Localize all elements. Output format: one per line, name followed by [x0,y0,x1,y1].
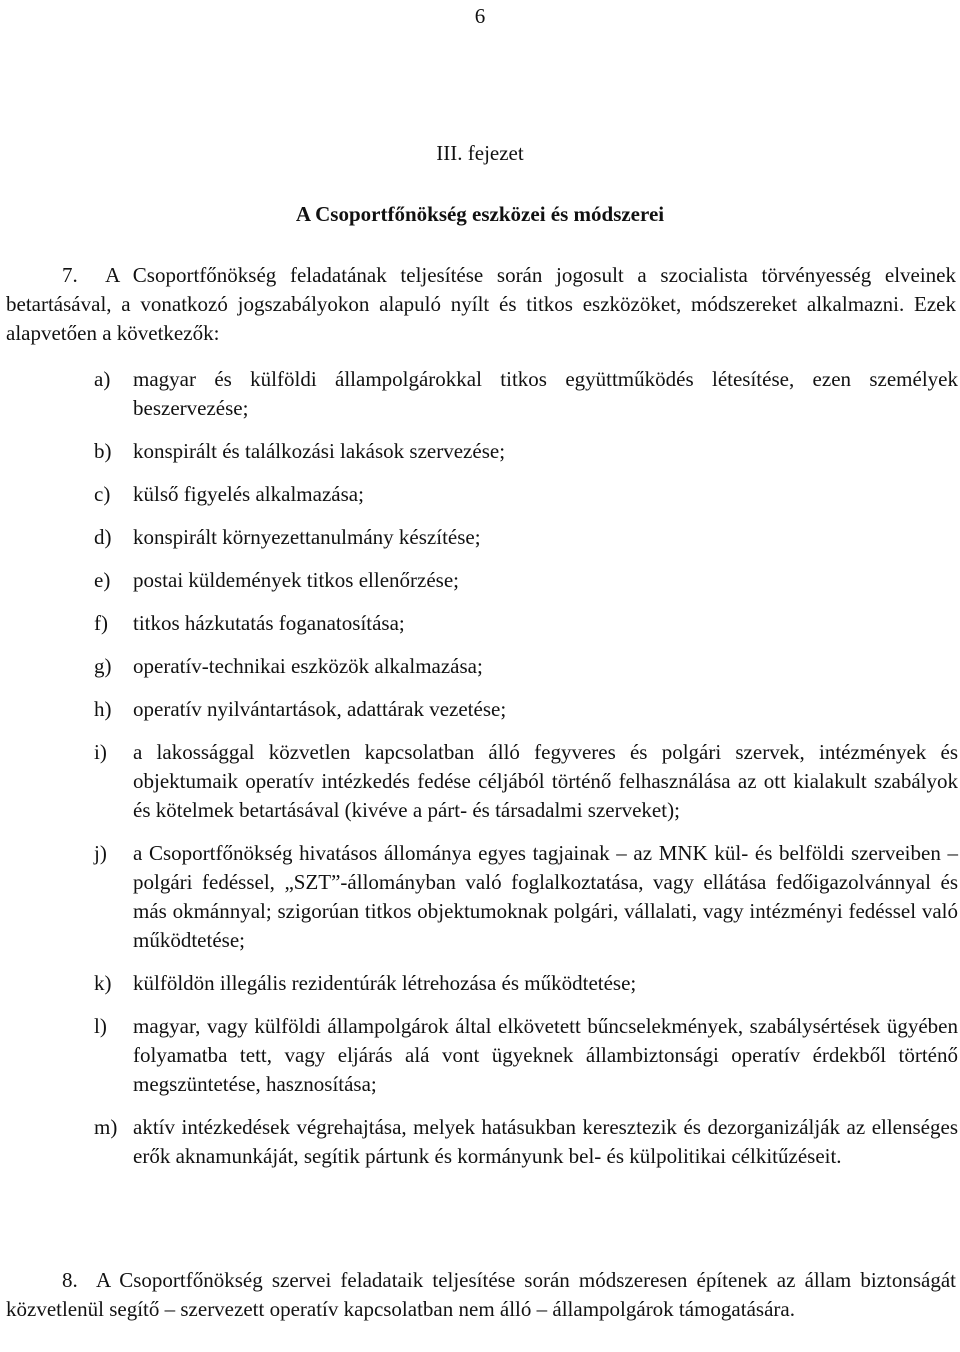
list-item-text: a Csoportfőnökség hivatásos állománya egyes tagjainak – az MNK kül- és belföldi szerveiben – polgári fedéssel, „SZT”-állományban való foglalkoztatása, vagy ellátása fedőigazolvánnyal és más okmánnyal; szigorúan titkos objektumoknak polgári, vállalati, vagy intézményi fedéssel való működtetése; [133,841,958,952]
list-item-l [94,1012,958,1099]
list-item-label: k) [94,971,112,995]
list-item-text: a lakossággal közvetlen kapcsolatban álló fegyveres és polgári szervek, intézmények és objektumaik operatív intézkedés fedése céljából történő felhasználása az ott kialakult szabályok és kötelmek betartásával (kivéve a párt- és társadalmi szerveket); [133,740,958,822]
page-number: 6 [474,4,486,28]
list-item-text: külföldön illegális rezidentúrák létrehozása és működtetése; [133,971,637,995]
chapter-heading: III. fejezet [436,141,524,165]
list-item-text: konspirált környezettanulmány készítése; [133,525,481,549]
list-item-text: konspirált és találkozási lakások szervezése; [133,439,506,463]
list-item-text: postai küldemények titkos ellenőrzése; [133,568,459,592]
list-item-text: titkos házkutatás foganatosítása; [133,611,405,635]
list-item-text: aktív intézkedések végrehajtása, melyek hatásukban keresztezik és dezorganizálják az ellenséges erők aknamunkáját, segítik pártunk és kormányunk bel- és külpolitikai célkitűzéseit. [133,1115,958,1168]
paragraph-8 [6,1266,956,1324]
list-item-text: magyar, vagy külföldi állampolgárok által elkövetett bűncselekmények, szabálysértések ügyében folyamatba tett, vagy eljárás alá vont ügyeknek állambiztonsági operatív érdekből történő megszüntetése, hasznosítása; [133,1014,958,1096]
list-item-label: i) [94,740,107,764]
list-item-e [94,566,958,595]
list-item-j [94,839,958,955]
list-item-label: f) [94,611,108,635]
list-item-label: a) [94,367,111,391]
list-item-label: l) [94,1014,107,1038]
list-item-c [94,480,958,509]
list-item-g [94,652,958,681]
list-item-label: m) [94,1115,118,1139]
list-item-d [94,523,958,552]
paragraph-8-text: A Csoportfőnökség szervei feladataik teljesítése során módszeresen építenek az állam biztonságát közvetlenül segítő – szervezett operatív kapcsolatban nem álló – állampolgárok támogatására. [6,1268,957,1321]
paragraph-7-number: 7. [62,263,78,287]
list-item-h [94,695,958,724]
paragraph-7 [6,261,956,348]
list-item-label: j) [94,841,107,865]
list-item-f [94,609,958,638]
list-item-label: e) [94,568,111,592]
list-item-text: operatív-technikai eszközök alkalmazása; [133,654,483,678]
list-item-label: g) [94,654,112,678]
list-item-text: külső figyelés alkalmazása; [133,482,364,506]
paragraph-7-text: A Csoportfőnökség feladatának teljesítése során jogosult a szocialista törvényesség elveinek betartásával, a vonatkozó jogszabályokon alapuló nyílt és titkos eszközöket, módszereket alkalmazni. Ezek alapvetően a következők: [6,263,957,345]
list-item-text: magyar és külföldi állampolgárokkal titkos együttműködés létesítése, ezen személyek beszervezése; [133,367,958,420]
list-item-m [94,1113,958,1171]
means-list [94,365,958,1185]
list-item-label: b) [94,439,112,463]
paragraph-8-number: 8. [62,1268,78,1292]
list-item-label: c) [94,482,111,506]
section-title: A Csoportfőnökség eszközei és módszerei [295,202,665,226]
list-item-label: d) [94,525,112,549]
list-item-k [94,969,958,998]
list-item-a [94,365,958,423]
list-item-text: operatív nyilvántartások, adattárak vezetése; [133,697,507,721]
list-item-label: h) [94,697,112,721]
list-item-b [94,437,958,466]
list-item-i [94,738,958,825]
